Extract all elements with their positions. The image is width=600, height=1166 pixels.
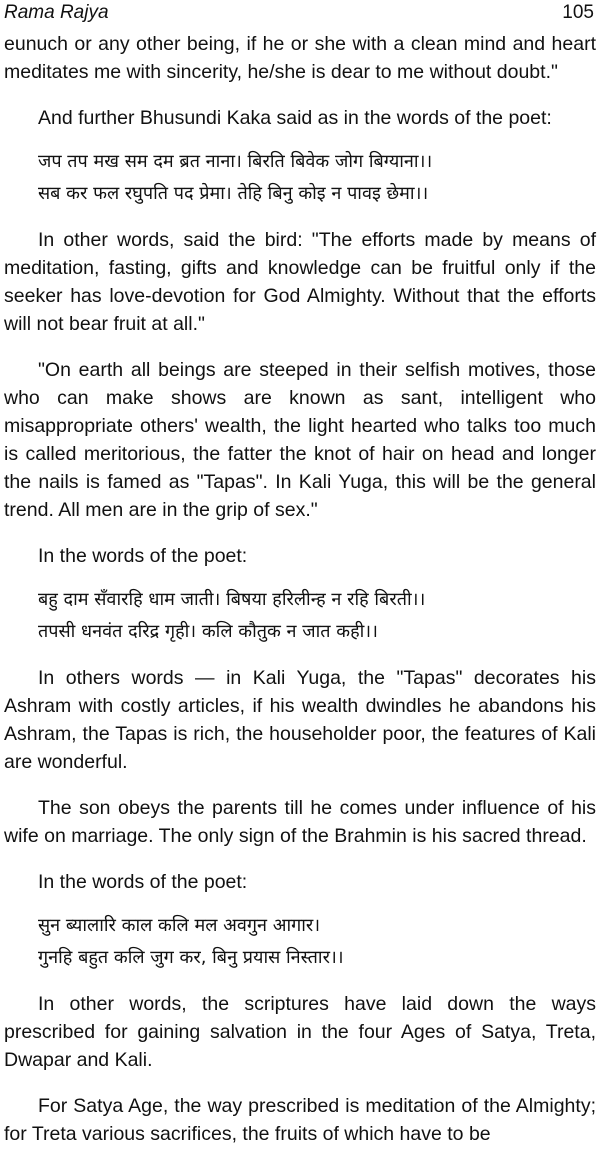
paragraph-son-obeys: The son obeys the parents till he comes under influence of his wife on marriage. The only sign of the Brahmin is his sacred thread. xyxy=(4,797,596,847)
paragraph-kali-yuga-trend: "On earth all beings are steeped in their selfish motives, those who can make shows are known as sant, intelligent who misappropriate others' wealth, the light hearted who talks too much is called meritorious, the fatter the knot of hair on head and longer the nails is famed as "Tapas". In Kali Yuga, this will be the general trend. All men are in the grip of sex." xyxy=(4,359,596,521)
page-body xyxy=(4,30,596,1166)
verse-line: तपसी धनवंत दरिद्र गृही। कलि कौतुक न जात कही।। xyxy=(38,621,378,642)
verse-block-1 xyxy=(4,146,596,210)
paragraph-four-ages: In other words, the scriptures have laid down the ways prescribed for gaining salvation in the four Ages of Satya, Treta, Dwapar and Kali. xyxy=(4,993,596,1071)
running-head: Rama Rajya xyxy=(4,2,109,23)
verse-intro-bhusundi: And further Bhusundi Kaka said as in the words of the poet: xyxy=(38,107,552,129)
page-header xyxy=(2,2,594,28)
verse-intro-3: In the words of the poet: xyxy=(38,871,248,893)
verse-line: बहु दाम सँवारहि धाम जाती। बिषया हरिलीन्ह न रहि बिरती।। xyxy=(38,589,426,610)
verse-line: गुनहि बहुत कलि जुग कर, बिनु प्रयास निस्तार।। xyxy=(38,947,344,968)
verse-line: सुन ब्यालारि काल कलि मल अवगुन आगार। xyxy=(38,915,321,936)
verse-intro-2: In the words of the poet: xyxy=(38,545,248,567)
paragraph-bird-explanation: In other words, said the bird: "The efforts made by means of meditation, fasting, gifts and knowledge can be fruitful only if the seeker has love-devotion for God Almighty. Without that the efforts will not bear fruit at all." xyxy=(4,229,596,335)
page-number: 105 xyxy=(562,2,594,23)
paragraph-continued: eunuch or any other being, if he or she with a clean mind and heart meditates me with sincerity, he/she is dear to me without doubt." xyxy=(4,33,596,83)
verse-line: सब कर फल रघुपति पद प्रेमा। तेहि बिनु कोइ न पावइ छेमा।। xyxy=(38,183,429,204)
verse-block-3 xyxy=(4,910,596,974)
verse-line: जप तप मख सम दम ब्रत नाना। बिरति बिवेक जोग बिग्याना।। xyxy=(38,151,433,172)
paragraph-tapas-ashram: In others words — in Kali Yuga, the "Tapas" decorates his Ashram with costly articles, if his wealth dwindles he abandons his Ashram, the Tapas is rich, the householder poor, the features of Kali are wonderful. xyxy=(4,667,596,773)
paragraph-satya-age: For Satya Age, the way prescribed is meditation of the Almighty; for Treta various sacrifices, the fruits of which have to be xyxy=(4,1095,596,1145)
verse-block-2 xyxy=(4,584,596,648)
